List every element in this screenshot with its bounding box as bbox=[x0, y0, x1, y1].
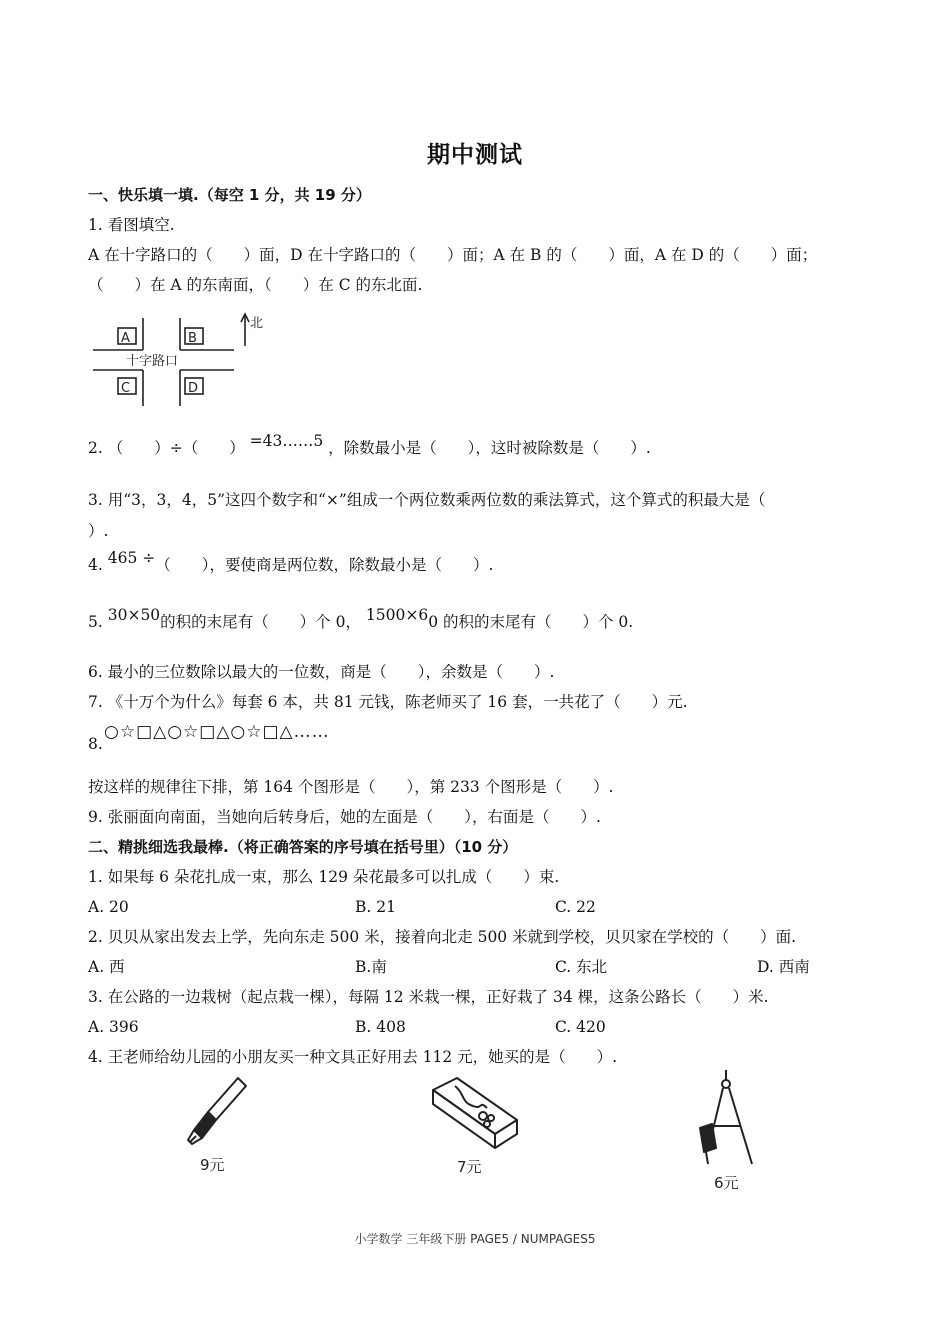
map-label-north: 北 bbox=[250, 316, 264, 331]
q3-line2: ）. bbox=[88, 522, 109, 540]
q7-line: 7. 《十万个为什么》每套 6 本，共 81 元钱，陈老师买了 16 套，一共花了（ ）元. bbox=[88, 693, 688, 711]
mc1-option-b: B. 21 bbox=[355, 898, 396, 916]
q5-num: 5. bbox=[88, 613, 103, 631]
pen-price: 9元 bbox=[200, 1156, 225, 1174]
q8-shape-sequence: ○☆□△○☆□△○☆□△…… bbox=[104, 722, 330, 742]
compass-icon bbox=[690, 1068, 770, 1193]
mc1-option-a: A. 20 bbox=[88, 898, 129, 916]
q9-line: 9. 张丽面向南面，当她向后转身后，她的左面是（ ），右面是（ ）. bbox=[88, 808, 601, 826]
q5-line bbox=[88, 606, 634, 632]
section2-heading: 二、精挑细选我最棒.（将正确答案的序号填在括号里）（10 分） bbox=[88, 838, 518, 856]
crossroad-map bbox=[88, 310, 278, 410]
q4-line bbox=[88, 549, 494, 575]
q4-formula: 465 ÷ bbox=[107, 549, 156, 567]
q4-rest: （ ），要使商是两位数，除数最小是（ ）. bbox=[155, 556, 494, 574]
mc4-question: 4. 王老师给幼儿园的小朋友买一种文具正好用去 112 元，她买的是（ ）. bbox=[88, 1048, 618, 1066]
map-label-center: 十字路口 bbox=[126, 354, 179, 369]
q1-line1: A 在十字路口的（ ）面，D 在十字路口的（ ）面；A 在 B 的（ ）面，A 在 D 的（ ）面； bbox=[88, 246, 818, 264]
q2-suffix: ，除数最小是（ ），这时被除数是（ ）. bbox=[328, 439, 651, 457]
map-label-d: D bbox=[188, 381, 199, 396]
q5-formula2: 1500×6 bbox=[365, 606, 429, 624]
mc2-option-c: C. 东北 bbox=[555, 958, 608, 976]
section1-heading: 一、快乐填一填.（每空 1 分，共 19 分） bbox=[88, 186, 371, 204]
mc2-option-d: D. 西南 bbox=[757, 958, 810, 976]
mc3-option-a: A. 396 bbox=[88, 1018, 139, 1036]
map-label-c: C bbox=[121, 381, 131, 396]
q2-prefix: 2. （ ）÷（ ） bbox=[88, 439, 245, 457]
mc3-option-c: C. 420 bbox=[555, 1018, 606, 1036]
page-title: 期中测试 bbox=[427, 141, 523, 168]
compass-price: 6元 bbox=[714, 1174, 739, 1192]
mc2-option-a: A. 西 bbox=[88, 958, 125, 976]
q5-mid: 的积的末尾有（ ）个 0， bbox=[160, 613, 361, 631]
q5-formula1: 30×50 bbox=[107, 606, 161, 624]
mc1-question: 1. 如果每 6 朵花扎成一束，那么 129 朵花最多可以扎成（ ）束. bbox=[88, 868, 560, 886]
q6-line: 6. 最小的三位数除以最大的一位数，商是（ ），余数是（ ）. bbox=[88, 663, 555, 681]
q4-num: 4. bbox=[88, 556, 103, 574]
q8-num: 8. bbox=[88, 735, 103, 753]
mc3-option-b: B. 408 bbox=[355, 1018, 406, 1036]
q1-prompt: 1. 看图填空. bbox=[88, 216, 175, 234]
map-label-a: A bbox=[121, 331, 130, 346]
mc2-question: 2. 贝贝从家出发去上学，先向东走 500 米，接着向北走 500 米就到学校，贝贝家在学校的（ ）面. bbox=[88, 928, 797, 946]
q2-line bbox=[88, 432, 651, 458]
q8-text: 按这样的规律往下排，第 164 个图形是（ ），第 233 个图形是（ ）. bbox=[88, 778, 614, 796]
mc2-option-b: B.南 bbox=[355, 958, 387, 976]
q5-rest: 0 的积的末尾有（ ）个 0. bbox=[428, 613, 634, 631]
mc1-option-c: C. 22 bbox=[555, 898, 596, 916]
page-footer: 小学数学 三年级下册 PAGE5 / NUMPAGES5 bbox=[354, 1232, 596, 1246]
map-label-b: B bbox=[188, 331, 197, 346]
q3-line1: 3. 用“3，3，4，5”这四个数字和“×”组成一个两位数乘两位数的乘法算式，这个算式的积最大是（ bbox=[88, 491, 766, 509]
mc3-question: 3. 在公路的一边栽树（起点栽一棵），每隔 12 米栽一棵，正好栽了 34 棵，这条公路长（ ）米. bbox=[88, 988, 769, 1006]
box-price: 7元 bbox=[457, 1158, 482, 1176]
q1-line2: （ ）在 A 的东南面，（ ）在 C 的东北面. bbox=[88, 276, 423, 294]
pencil-box-icon bbox=[425, 1072, 525, 1182]
pen-icon bbox=[180, 1072, 260, 1177]
q2-formula: =43……5 bbox=[249, 432, 324, 450]
